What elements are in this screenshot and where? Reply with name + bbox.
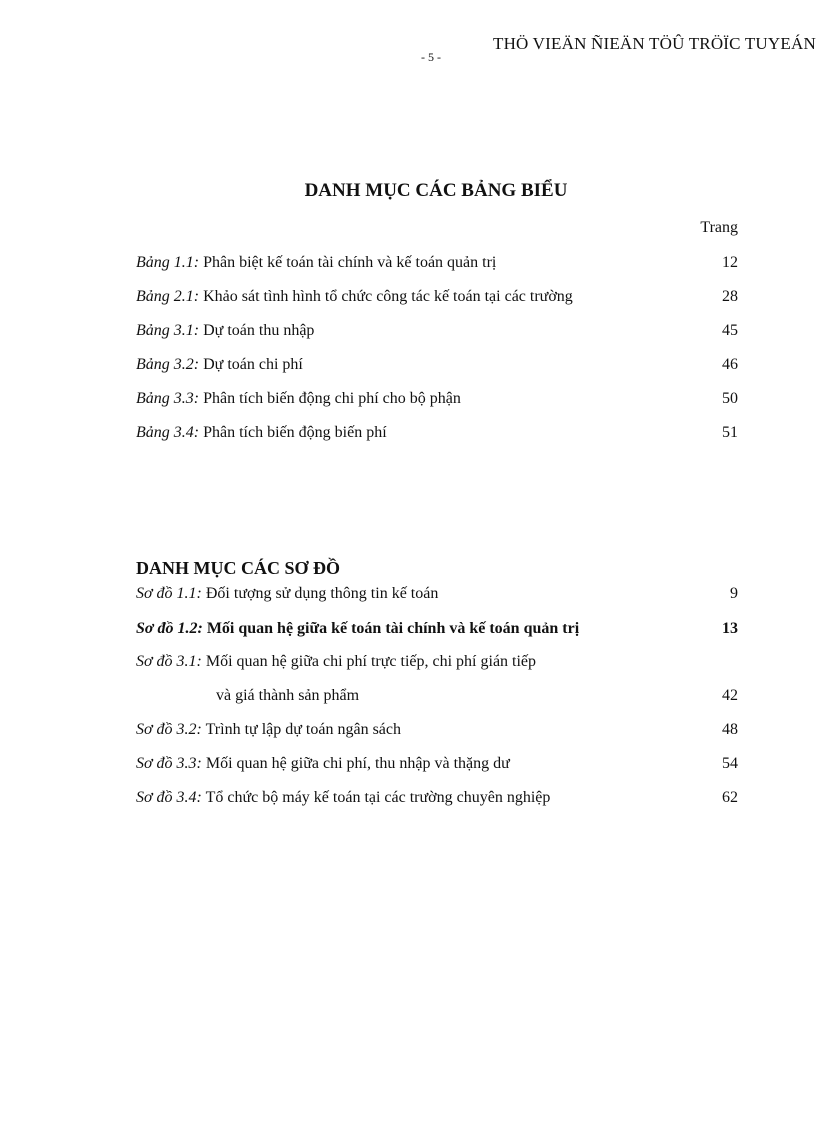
tables-list-title: DANH MỤC CÁC BẢNG BIỂU <box>304 180 568 201</box>
entry-caption: Sơ đồ 3.1: <box>136 653 202 670</box>
entry-page: 48 <box>722 721 738 738</box>
diagram-entry <box>136 789 738 811</box>
diagram-entry <box>136 755 738 777</box>
entry-caption: Sơ đồ 3.2: <box>136 721 202 738</box>
table-entry <box>136 356 738 378</box>
entry-text: và giá thành sản phẩm <box>216 687 360 704</box>
table-entry <box>136 390 738 412</box>
entry-caption: Bảng 3.2: <box>136 356 200 373</box>
entry-caption: Bảng 3.4: <box>136 424 200 441</box>
page-column-label: Trang <box>700 219 738 236</box>
entry-text: Trình tự lập dự toán ngân sách <box>205 721 401 738</box>
entry-text: Dự toán chi phí <box>203 356 303 373</box>
diagram-entry <box>136 620 738 642</box>
diagram-entry <box>136 653 738 675</box>
entry-caption: Sơ đồ 1.2: <box>136 620 203 637</box>
entry-caption: Bảng 1.1: <box>136 254 200 271</box>
entry-page: 54 <box>722 755 738 772</box>
entry-text: Mối quan hệ giữa chi phí, thu nhập và thặng dư <box>205 755 510 772</box>
entry-caption: Sơ đồ 3.4: <box>136 789 202 806</box>
table-entry <box>136 254 738 276</box>
entry-text: Phân tích biến động chi phí cho bộ phận <box>203 390 461 407</box>
library-header-text: THÖ VIEÄN ÑIEÄN TÖÛ TRÖÏC TUYEÁN <box>493 34 816 53</box>
entry-page: 45 <box>722 322 738 339</box>
table-entry <box>136 424 738 446</box>
diagram-entry <box>136 721 738 743</box>
entry-page: 42 <box>722 687 738 704</box>
entry-text: Dự toán thu nhập <box>203 322 315 339</box>
entry-page: 62 <box>722 789 738 806</box>
entry-text: Phân tích biến động biến phí <box>203 424 387 441</box>
entry-text: Phân biệt kế toán tài chính và kế toán quản trị <box>203 254 497 271</box>
entry-text: Mối quan hệ giữa kế toán tài chính và kế toán quản trị <box>206 620 580 637</box>
entry-page: 28 <box>722 288 738 305</box>
entry-page: 13 <box>722 620 738 637</box>
entry-page: 12 <box>722 254 738 271</box>
table-entry <box>136 322 738 344</box>
entry-text: Đối tượng sử dụng thông tin kế toán <box>205 585 439 602</box>
entry-text: Khảo sát tình hình tổ chức công tác kế toán tại các trường <box>203 288 573 305</box>
entry-page: 51 <box>722 424 738 441</box>
table-entry <box>136 288 738 310</box>
page-number: - 5 - <box>421 50 441 64</box>
entry-page: 50 <box>722 390 738 407</box>
entry-caption: Sơ đồ 3.3: <box>136 755 202 772</box>
diagrams-list-title: DANH MỤC CÁC SƠ ĐỒ <box>136 558 340 578</box>
entry-page: 46 <box>722 356 738 373</box>
diagram-entry <box>136 585 738 607</box>
entry-text: Tổ chức bộ máy kế toán tại các trường chuyên nghiệp <box>205 789 551 806</box>
entry-text: Mối quan hệ giữa chi phí trực tiếp, chi phí gián tiếp <box>205 653 537 670</box>
entry-caption: Bảng 2.1: <box>136 288 200 305</box>
diagram-entry-continuation <box>216 687 738 709</box>
entry-caption: Sơ đồ 1.1: <box>136 585 202 602</box>
entry-caption: Bảng 3.1: <box>136 322 200 339</box>
entry-caption: Bảng 3.3: <box>136 390 200 407</box>
entry-page: 9 <box>730 585 738 602</box>
